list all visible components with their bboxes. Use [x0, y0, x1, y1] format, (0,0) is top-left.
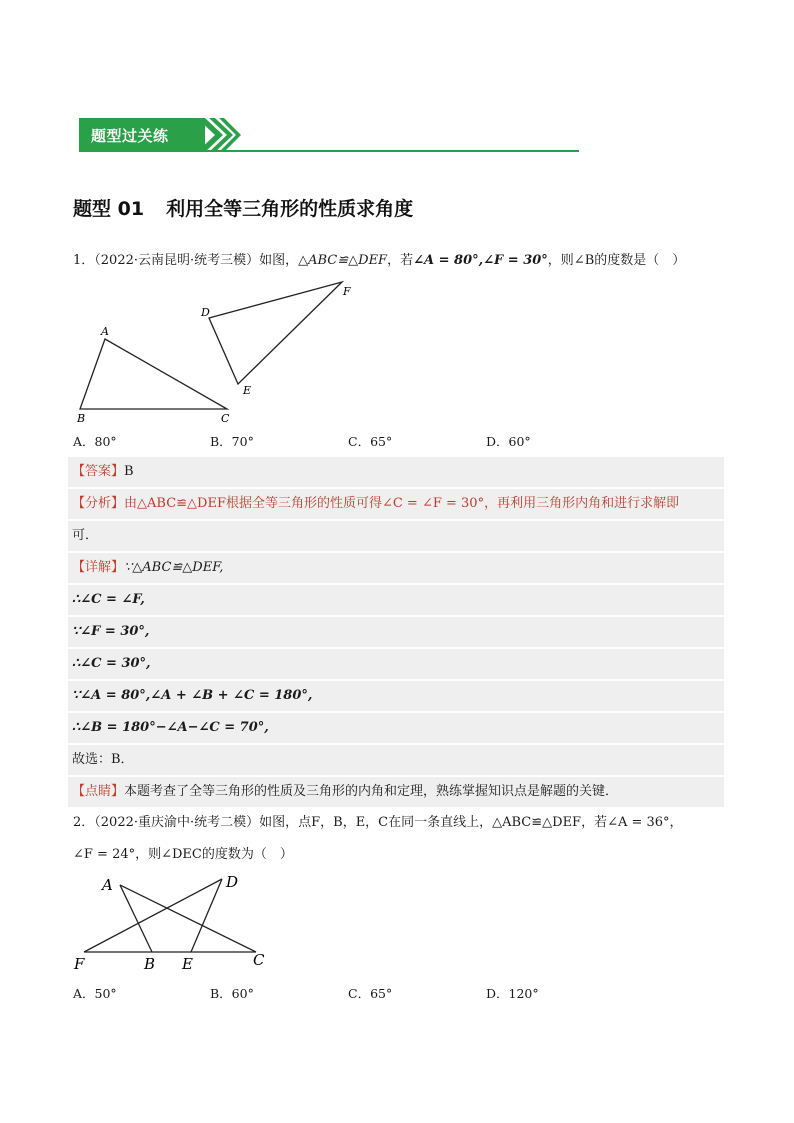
q2-figure: [70, 868, 280, 976]
analysis-row: [68, 489, 724, 519]
detail-row-0: [68, 553, 724, 583]
label-c: C: [221, 412, 230, 425]
banner-label: 题型过关练: [91, 127, 169, 145]
label-c: C: [253, 951, 265, 969]
section-number: 题型 01: [73, 198, 145, 220]
label-d: D: [201, 306, 210, 319]
banner-underline: [79, 150, 579, 152]
analysis-cont-row: [68, 521, 724, 551]
question-2-stem-line2: ∠F = 24°，则∠DEC的度数为（ ）: [73, 847, 293, 862]
detail-line: ∵△ABC≌△DEF,: [124, 560, 224, 575]
detail-line: ∴∠B = 180°−∠A−∠C = 70°,: [72, 720, 269, 735]
comment-row: [68, 777, 724, 807]
analysis-cont: 可．: [72, 528, 99, 543]
detail-line: 故选：B．: [72, 752, 134, 767]
label-b: B: [77, 412, 86, 425]
comment-text: 本题考查了全等三角形的性质及三角形的内角和定理，熟练掌握知识点是解题的关键．: [124, 784, 619, 799]
detail-line: ∴∠C = 30°,: [72, 656, 151, 671]
q1-solution: [68, 457, 724, 809]
triangle-abc: [80, 339, 227, 409]
detail-line: ∵∠A = 80°,∠A + ∠B + ∠C = 180°,: [72, 688, 313, 703]
q2-option-d[interactable]: D．120°: [486, 986, 539, 1001]
answer-tag: 【答案】: [72, 464, 125, 479]
label-e: E: [243, 384, 252, 397]
label-f: F: [74, 955, 85, 973]
detail-tag: 【详解】: [72, 560, 125, 575]
detail-row-6: [68, 745, 724, 775]
section-heading: 利用全等三角形的性质求角度: [166, 198, 414, 220]
q1-option-c[interactable]: C．65°: [348, 434, 393, 449]
answer-value: B: [124, 464, 134, 479]
banner-box: [79, 118, 205, 152]
detail-row-1: [68, 585, 724, 615]
label-a: A: [102, 876, 113, 894]
comment-tag: 【点睛】: [72, 784, 125, 799]
q1-given: ∠A = 80°,∠F = 30°: [413, 253, 548, 268]
q2-option-c[interactable]: C．65°: [348, 986, 393, 1001]
q1-option-a[interactable]: A．80°: [73, 434, 117, 449]
detail-row-2: [68, 617, 724, 647]
q1-option-d[interactable]: D．60°: [486, 434, 531, 449]
detail-row-5: [68, 713, 724, 743]
q1-congruence: △ABC≌△DEF: [298, 253, 388, 268]
label-f: F: [343, 285, 351, 298]
analysis-tag: 【分析】: [72, 496, 125, 511]
label-e: E: [182, 955, 193, 973]
q1-stem-end: ，则∠B的度数是（ ）: [547, 253, 686, 268]
segment-ac: [120, 885, 256, 952]
question-2-stem-line1: 2．（2022·重庆渝中·统考二模）如图，点F，B，E，C在同一条直线上，△ABC≌△DEF，若∠A = 36°，: [73, 815, 683, 830]
section-banner: [79, 118, 579, 154]
q1-stem-mid: ，若: [387, 253, 414, 268]
question-1-stem: [73, 251, 685, 271]
q2-option-b[interactable]: B．60°: [210, 986, 254, 1001]
q1-figure: [70, 276, 370, 426]
analysis-text: 由△ABC≌△DEF根据全等三角形的性质可得∠C = ∠F = 30°，再利用三角形内角和进行求解即: [124, 496, 680, 511]
detail-row-4: [68, 681, 724, 711]
q1-option-b[interactable]: B．70°: [210, 434, 254, 449]
segment-de: [191, 879, 222, 952]
q1-stem-text: 1．（2022·云南昆明·统考三模）如图，: [73, 253, 299, 268]
detail-line: ∵∠F = 30°,: [72, 624, 150, 639]
detail-line: ∴∠C = ∠F,: [72, 592, 145, 607]
banner-stripes-decoration: [197, 118, 241, 152]
detail-row-3: [68, 649, 724, 679]
label-a: A: [101, 325, 109, 338]
triangle-def: [209, 282, 342, 384]
label-b: B: [144, 955, 156, 973]
section-title: [73, 194, 413, 221]
answer-row: [68, 457, 724, 487]
q2-option-a[interactable]: A．50°: [73, 986, 117, 1001]
label-d: D: [226, 873, 239, 891]
